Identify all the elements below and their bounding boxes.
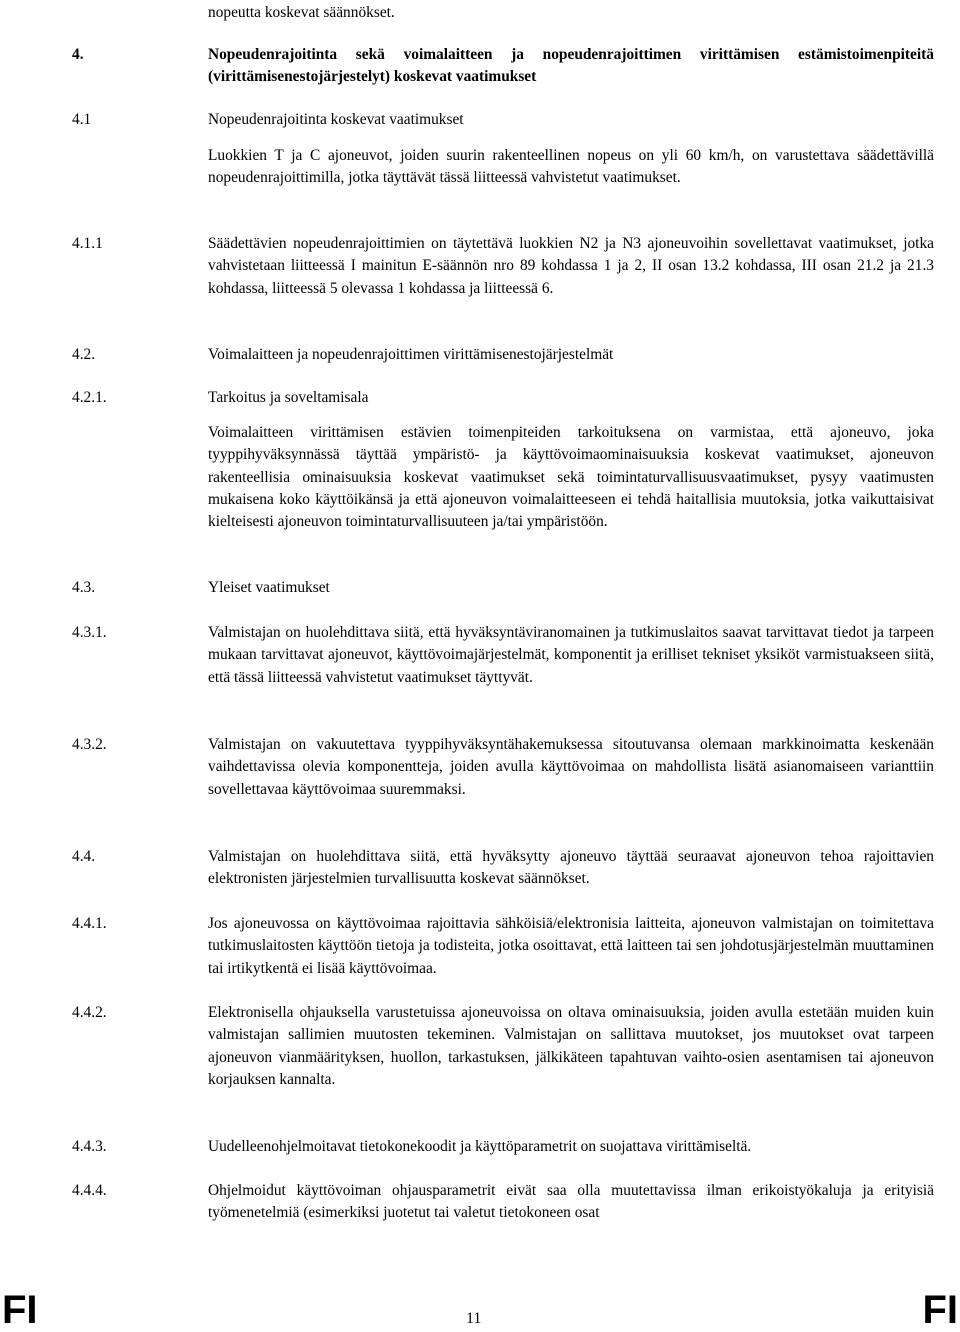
paragraph-text: Valmistajan on huolehdittava siitä, että hyväksytty ajoneuvo täyttää seuraavat ajoneuvon tehoa rajoittavien elektronisten järjestelmien turvallisuutta koskevat säännökset. bbox=[208, 848, 934, 888]
paragraph-text: Luokkien T ja C ajoneuvot, joiden suurin rakenteellinen nopeus on yli 60 km/h, on varustettava säädettävillä nopeudenrajoittimilla, jotka täyttävät tässä liitteessä vahvistetut vaatimukset. bbox=[208, 147, 934, 187]
section-number: 4.3. bbox=[72, 579, 96, 596]
section-number: 4.4. bbox=[72, 848, 96, 865]
section-number: 4.1.1 bbox=[72, 235, 103, 252]
section-number: 4.4.3. bbox=[72, 1138, 107, 1155]
section-number: 4. bbox=[72, 46, 84, 63]
section-title: Tarkoitus ja soveltamisala bbox=[208, 389, 369, 406]
paragraph-text: Valmistajan on huolehdittava siitä, että hyväksyntäviranomainen ja tutkimuslaitos saavat tarvittavat tiedot ja tarpeen mukaan tarvittavat ajoneuvot, käyttövoimajärjestelmät, komponentit ja erilliset tekniset yksiköt varmistuakseen siitä, että tässä liitteessä vahvistetut vaatimukset täyttyvät. bbox=[208, 624, 934, 686]
section-number: 4.4.1. bbox=[72, 915, 107, 932]
section-title: Voimalaitteen ja nopeudenrajoittimen virittämisenestojärjestelmät bbox=[208, 346, 614, 363]
footer-language-left: FI bbox=[2, 1288, 38, 1332]
section-number: 4.2. bbox=[72, 346, 96, 363]
paragraph-text: Uudelleenohjelmoitavat tietokonekoodit ja käyttöparametrit on suojattava virittämiseltä. bbox=[208, 1138, 752, 1155]
section-title: Nopeudenrajoitinta sekä voimalaitteen ja nopeudenrajoittimen virittämisen estämistoimenpiteitä (virittämisenestojärjestelyt) koskevat vaatimukset bbox=[208, 46, 934, 86]
section-number: 4.4.4. bbox=[72, 1182, 107, 1199]
section-title: Nopeudenrajoitinta koskevat vaatimukset bbox=[208, 111, 464, 128]
section-number: 4.3.1. bbox=[72, 624, 107, 641]
paragraph-text: Elektronisella ohjauksella varustetuissa ajoneuvoissa on oltava ominaisuuksia, joiden avulla estetään muiden kuin valmistajan sallimien muutosten tekeminen. Valmistajan on sallittava muutokset, jos muutokset ovat tarpeen ajoneuvon vianmäärityksen, huollon, tarkastuksen, jälkikäteen tapahtuvan vaihto-osien asentamisen tai ajoneuvon korjauksen kannalta. bbox=[208, 1004, 934, 1088]
paragraph-text: Ohjelmoidut käyttövoiman ohjausparametrit eivät saa olla muutettavissa ilman erikoistyökaluja ja erityisiä työmenetelmiä (esimerkiksi juotetut tai valetut tietokoneen osat bbox=[208, 1182, 934, 1222]
paragraph-text: Valmistajan on vakuutettava tyyppihyväksyntähakemuksessa sitoutuvansa olemaan markkinoimatta keskenään vaihdettavissa olevia komponentteja, joiden avulla käyttövoimaa on mahdollista lisätä asianomaiseen varianttiin sovellettavaa käyttövoimaa suuremmaksi. bbox=[208, 736, 934, 798]
footer-language-right: FI bbox=[922, 1288, 958, 1332]
section-title: Yleiset vaatimukset bbox=[208, 579, 330, 596]
paragraph-text: Voimalaitteen virittämisen estävien toimenpiteiden tarkoituksena on varmistaa, että ajoneuvo, joka tyyppihyväksynnässä täyttää ympäristö- ja käyttövoimaominaisuuksia koskevat vaatimukset, ajoneuvon rakenteellisia ominaisuuksia koskevat vaatimukset sekä toimintaturvallisuusvaatimukset, pysyy vaatimusten mukaisena koko käyttöikänsä ja että ajoneuvon voimalaitteeseen ei tehdä haitallisia muutoksia, jotka vaikuttaisivat kielteisesti ajoneuvon toimintaturvallisuuteen ja/tai ympäristöön. bbox=[208, 424, 934, 531]
paragraph-text: Säädettävien nopeudenrajoittimien on täytettävä luokkien N2 ja N3 ajoneuvoihin sovellettavat vaatimukset, jotka vahvistetaan liitteessä I mainitun E-säännön nro 89 kohdassa 1 ja 2, II osan 13.2 kohdassa, III osan 21.2 ja 21.3 kohdassa, liitteessä 5 olevassa 1 kohdassa ja liitteessä 6. bbox=[208, 235, 934, 297]
section-number: 4.3.2. bbox=[72, 736, 107, 753]
section-number: 4.4.2. bbox=[72, 1004, 107, 1021]
section-number: 4.1 bbox=[72, 111, 92, 128]
section-number: 4.2.1. bbox=[72, 389, 107, 406]
paragraph-text: Jos ajoneuvossa on käyttövoimaa rajoittavia sähköisiä/elektronisia laitteita, ajoneuvon valmistajan on toimitettava tutkimuslaitosten käyttöön tietoja ja todisteita, jotka osoittavat, että laitteen tai sen johdotusjärjestelmän muuttaminen tai irtikytkentä ei lisää käyttövoimaa. bbox=[208, 915, 934, 977]
page-number: 11 bbox=[466, 1310, 482, 1327]
paragraph-text: nopeutta koskevat säännökset. bbox=[208, 4, 395, 21]
